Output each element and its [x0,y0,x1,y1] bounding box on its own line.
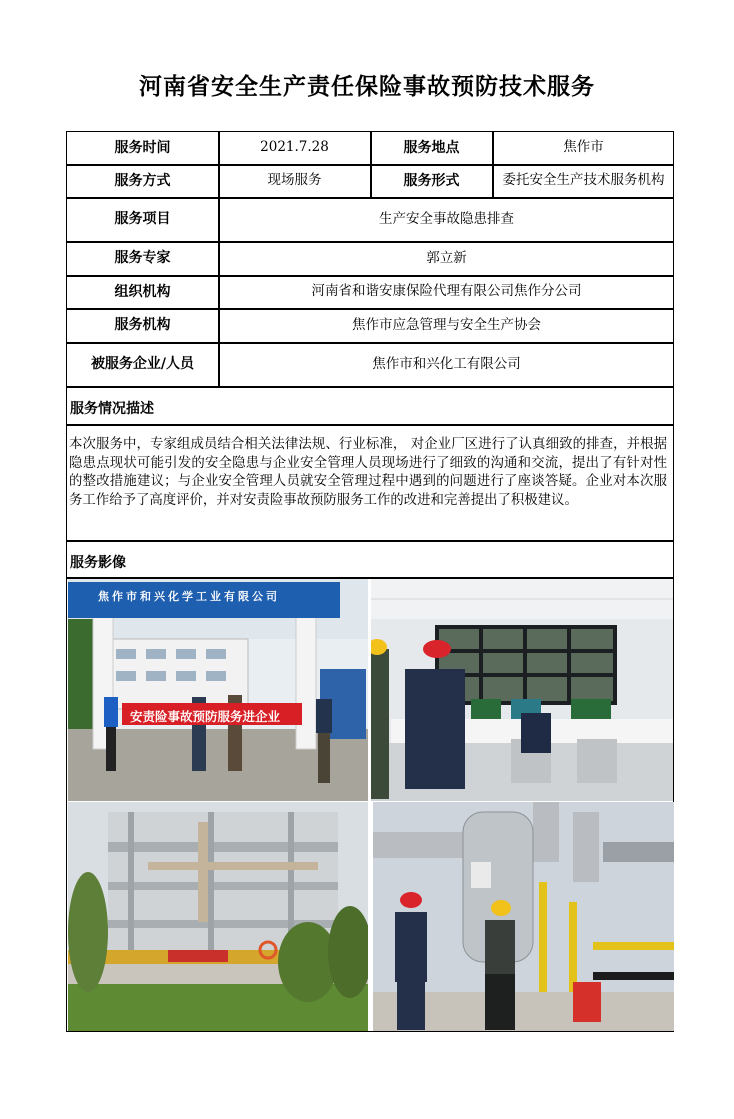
label-client: 被服务企业/人员 [90,356,195,373]
photo-plant-exterior [68,802,368,1031]
label-service-method: 服务方式 [114,172,171,189]
label-service-time: 服务时间 [114,139,171,156]
value-service-form: 委托安全生产技术服务机构 [502,172,665,189]
service-record-table [66,131,674,1032]
value-service-location: 焦作市 [563,139,604,156]
value-service-expert: 郭立新 [426,249,467,266]
page-title: 河南省安全生产责任保险事故预防技术服务 [139,74,595,100]
label-service-expert: 服务专家 [114,250,171,267]
label-service-form: 服务形式 [403,172,460,189]
value-client: 焦作市和兴化工有限公司 [372,355,521,372]
images-heading: 服务影像 [70,555,126,571]
value-organizer: 河南省和谐安康保险代理有限公司焦作分公司 [311,283,582,300]
value-service-time: 2021.7.28 [260,139,329,156]
value-service-agency: 焦作市应急管理与安全生产协会 [352,316,541,333]
photo-factory-gate [68,579,368,801]
description-heading: 服务情况描述 [70,401,154,417]
gate-sign-text: 焦作市和兴化学工业有限公司 [98,590,280,603]
value-service-method: 现场服务 [267,172,322,189]
description-text: 本次服务中，专家组成员结合相关法律法规、行业标准， 对企业厂区进行了认真细致的排查，并根据隐患点现状可能引发的安全隐患与企业安全管理人员现场进行了细致的沟通和交流，提出了有针对性的整改措施建议；与企业安全管理人员就安全管理过程中遇到的问题进行了座谈答疑。企业对本次服务工作给予了高度评价，并对安责险事故预防服务工作的改进和完善提出了积极建议。 [69,437,667,508]
banner-text: 安责险事故预防服务进企业 [130,709,281,724]
label-service-item: 服务项目 [114,211,171,228]
photo-control-room [371,579,673,801]
value-service-item: 生产安全事故隐患排查 [379,210,514,227]
photo-tank-inspection [373,802,674,1031]
label-service-agency: 服务机构 [114,317,171,334]
label-organizer: 组织机构 [114,283,171,300]
label-service-location: 服务地点 [403,139,460,156]
